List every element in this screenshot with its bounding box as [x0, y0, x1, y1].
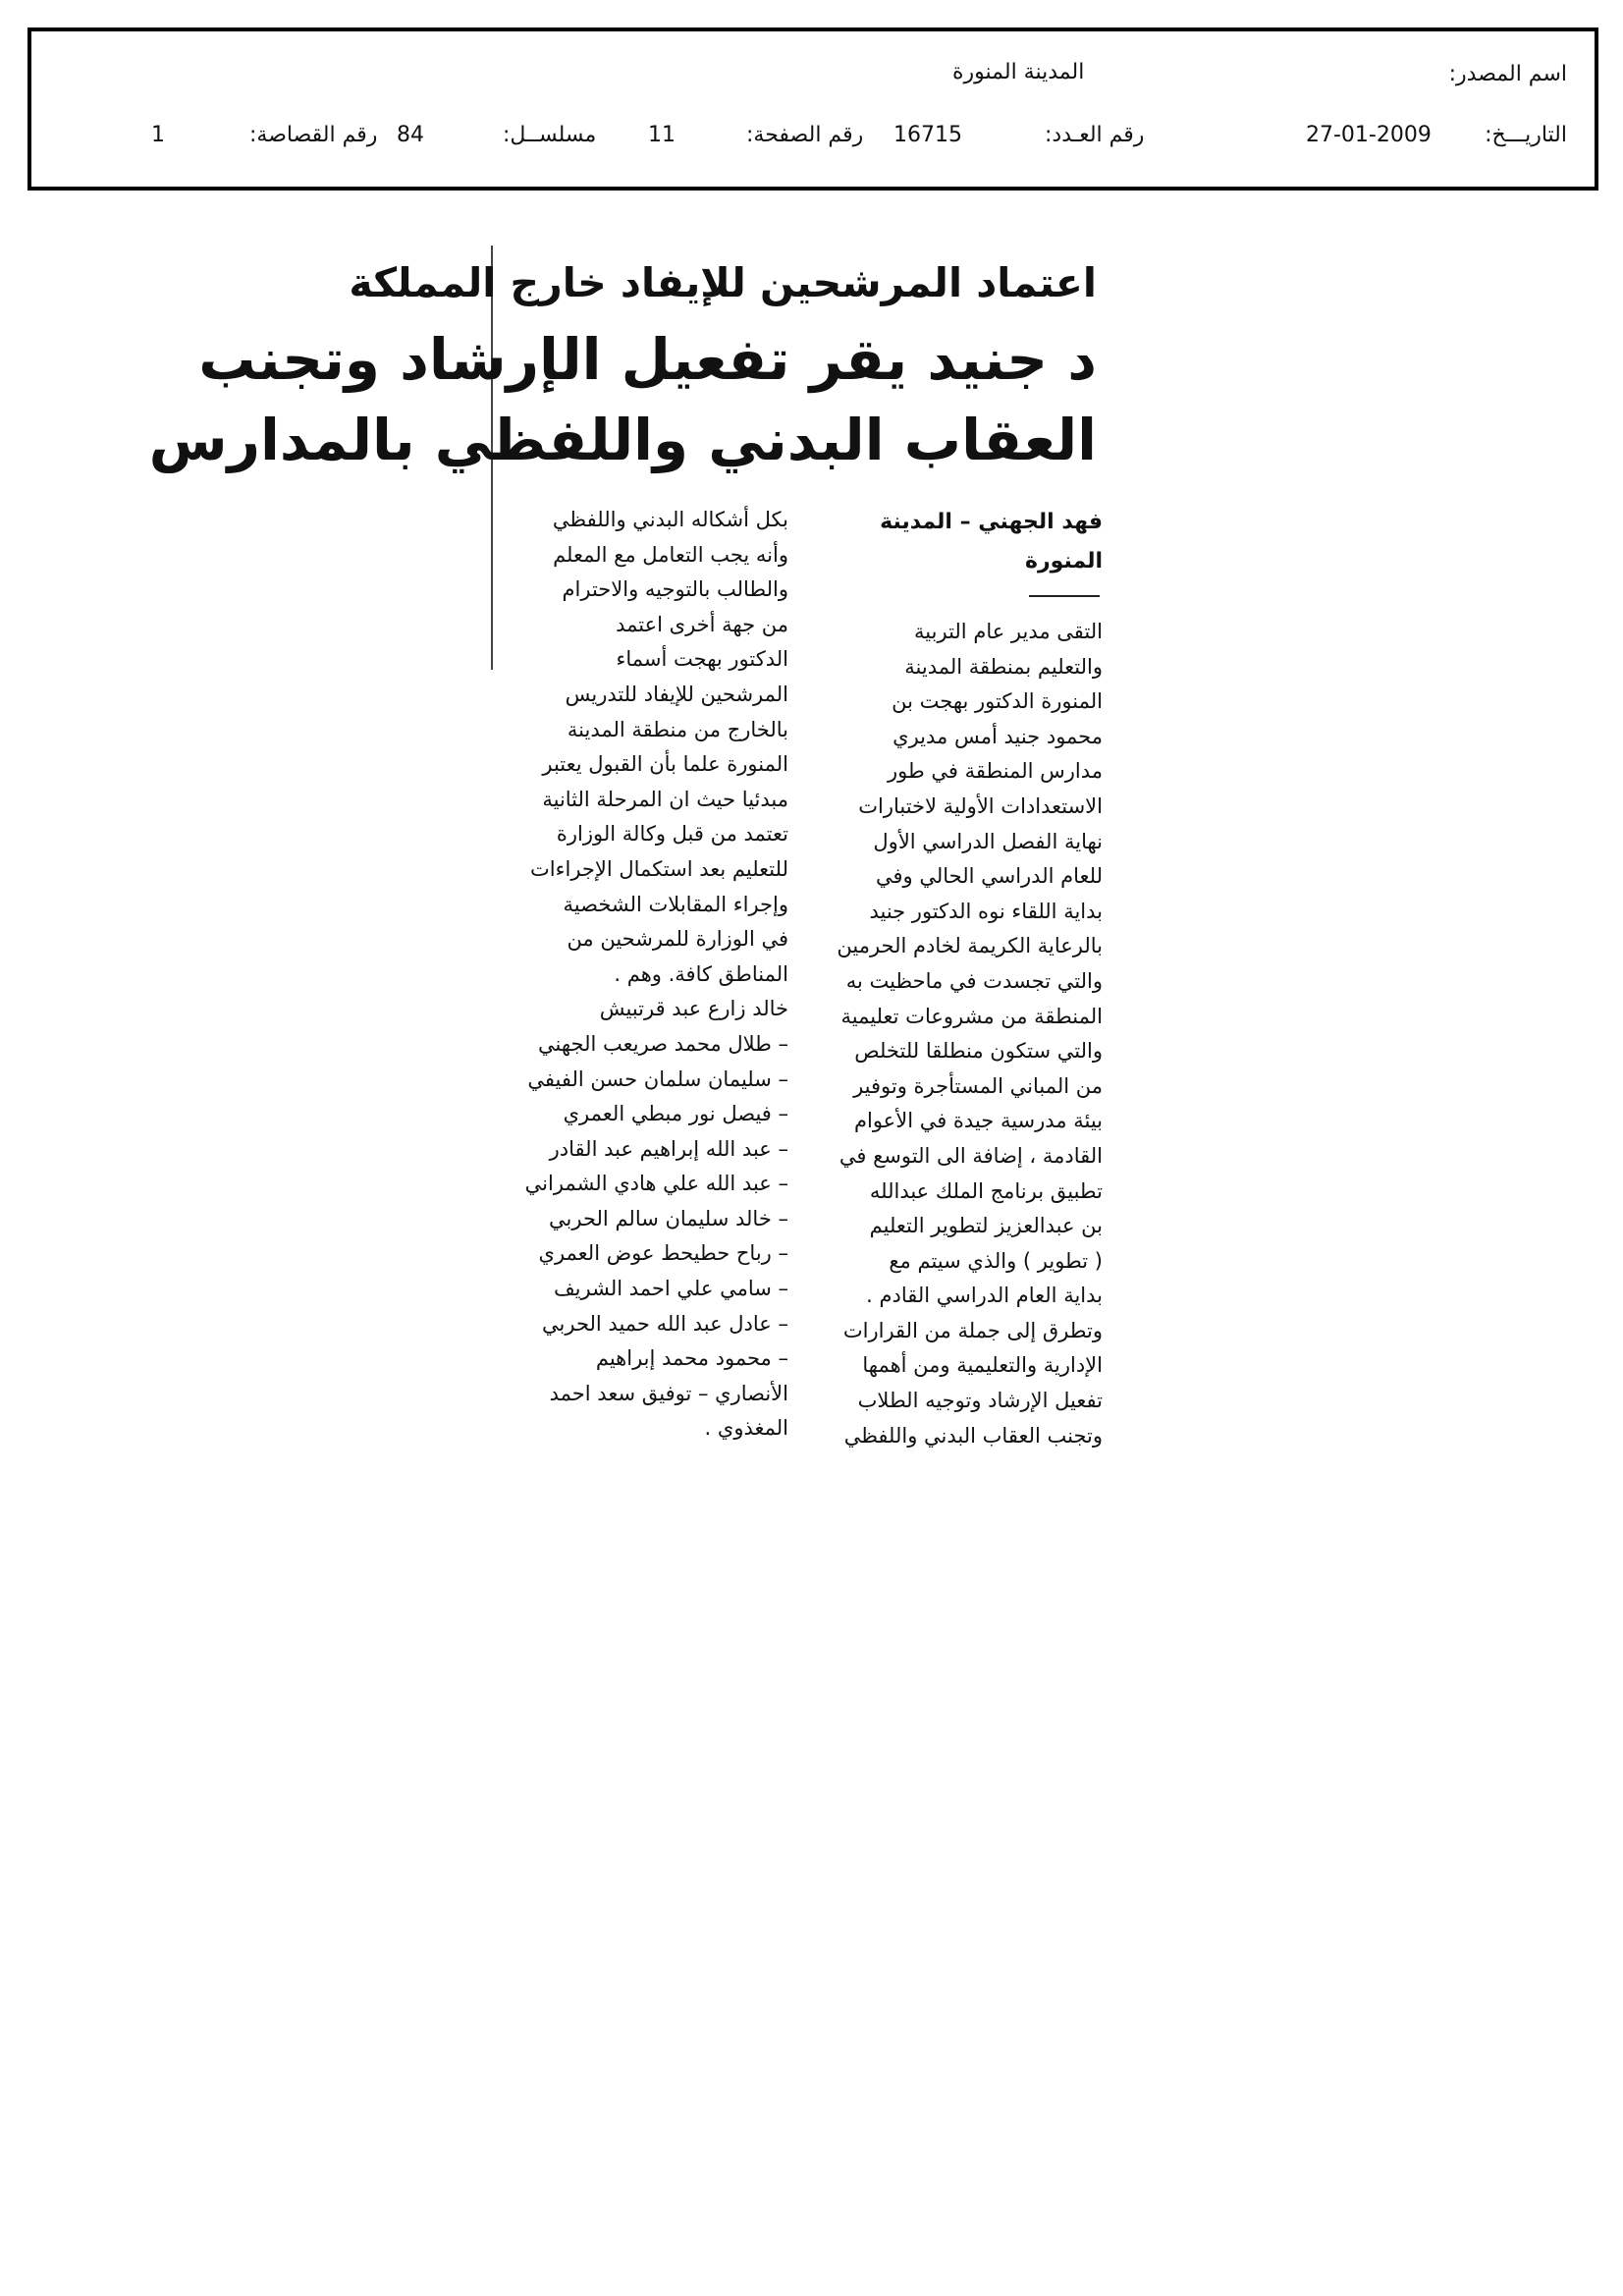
page-value: 11 [648, 123, 676, 147]
article-line: بيئة مدرسية جيدة في الأعوام [854, 1109, 1103, 1133]
source-value: المدينة المنورة [952, 60, 1085, 84]
article-line: – سليمان سلمان حسن الفيفي [527, 1066, 788, 1091]
article-line: تفعيل الإرشاد وتوجيه الطلاب [857, 1389, 1103, 1413]
article-line: بداية اللقاء نوه الدكتور جنيد [869, 899, 1103, 923]
article-line: للتعليم بعد استكمال الإجراءات [530, 856, 788, 881]
article-line: الاستعدادات الأولية لاختبارات [858, 793, 1103, 818]
headline-line-1: د جنيد يقر تفعيل الإرشاد وتجنب [198, 326, 1097, 393]
article-line: المنطقة من مشروعات تعليمية [840, 1004, 1103, 1028]
article-line: – عبد الله علي هادي الشمراني [524, 1172, 788, 1196]
date-label: التاريـــخ: [1485, 123, 1567, 147]
article-line: في الوزارة للمرشحين من [567, 927, 788, 952]
article-line: – فيصل نور مبطي العمري [563, 1102, 788, 1126]
article-line: بن عبدالعزيز لتطوير التعليم [869, 1214, 1103, 1238]
article-column-left [464, 503, 788, 1447]
article-line: والطالب بالتوجيه والاحترام [562, 577, 788, 602]
article-line: المغذوي . [704, 1416, 788, 1441]
source-label: اسم المصدر: [1448, 62, 1567, 86]
article-line: المنورة علما بأن القبول يعتبر [542, 752, 788, 777]
page-label: رقم الصفحة: [746, 123, 864, 147]
article-line: – عبد الله إبراهيم عبد القادر [549, 1136, 788, 1161]
article-line: الإدارية والتعليمية ومن أهمها [862, 1353, 1103, 1378]
article-line: ( تطوير ) والذي سيتم مع [889, 1248, 1103, 1273]
article-line: القادمة ، إضافة الى التوسع في [839, 1143, 1103, 1168]
article-line: والتي ستكون منطلقا للتخلص [854, 1039, 1103, 1064]
article-line: محمود جنيد أمس مديري [893, 724, 1103, 748]
article-line: تطبيق برنامج الملك عبدالله [869, 1178, 1103, 1203]
article-line: بداية العام الدراسي القادم . [866, 1284, 1103, 1308]
article-line: المنورة الدكتور بهجت بن [892, 689, 1103, 714]
article-line: وتجنب العقاب البدني واللفظي [843, 1423, 1103, 1448]
article-line: وإجراء المقابلات الشخصية [563, 892, 788, 916]
article-line: – خالد سليمان سالم الحربي [549, 1206, 788, 1230]
article-line: وتطرق إلى جملة من القرارات [842, 1318, 1103, 1342]
article-line: والتعليم بمنطقة المدينة [904, 654, 1103, 679]
issue-value: 16715 [893, 123, 962, 147]
article-line: – عادل عبد الله حميد الحربي [542, 1311, 788, 1336]
clip-value: 1 [151, 123, 165, 147]
article-line: مبدئيا حيث ان المرحلة الثانية [542, 787, 788, 811]
article-line: – سامي علي احمد الشريف [553, 1277, 788, 1301]
article-line: تعتمد من قبل وكالة الوزارة [556, 822, 788, 847]
headline-line-2: العقاب البدني واللفظي بالمدارس [148, 407, 1097, 473]
article-line: بالخارج من منطقة المدينة [567, 717, 788, 741]
article-line: والتي تجسدت في ماحظيت به [845, 968, 1103, 993]
byline-line-1: فهد الجهني – المدينة [880, 510, 1103, 534]
article-line: – محمود محمد إبراهيم [595, 1346, 788, 1371]
article-line: بكل أشكاله البدني واللفظي [552, 508, 788, 531]
serial-label: مسلســل: [503, 123, 597, 147]
article-line: للعام الدراسي الحالي وفي [875, 864, 1103, 889]
article-line: نهاية الفصل الدراسي الأول [873, 829, 1103, 853]
byline-underline [1029, 595, 1100, 597]
article-line: – طلال محمد صريعب الجهني [538, 1031, 788, 1056]
article-kicker: اعتماد المرشحين للإيفاد خارج المملكة [349, 259, 1097, 306]
issue-label: رقم العـدد: [1045, 123, 1145, 147]
article-line: الدكتور بهجت أسماء [616, 647, 788, 672]
article-column-right [788, 615, 1103, 1453]
article-line: وأنه يجب التعامل مع المعلم [553, 542, 788, 567]
article-line: خالد زارع عبد قرتبيش [599, 997, 788, 1021]
date-value: 27-01-2009 [1306, 123, 1432, 147]
article-line: المناطق كافة. وهم . [614, 961, 788, 986]
article-line: من المباني المستأجرة وتوفير [853, 1073, 1103, 1098]
byline [877, 503, 1103, 581]
article-line: – رباح حطيحط عوض العمري [538, 1241, 788, 1266]
article-line: الأنصاري – توفيق سعد احمد [549, 1381, 788, 1405]
article-line: بالرعاية الكريمة لخادم الحرمين [837, 934, 1103, 958]
byline-line-2: المنورة [1025, 549, 1103, 574]
clipping-header [27, 27, 1598, 191]
serial-value: 84 [397, 123, 424, 147]
article-line: من جهة أخرى اعتمد [616, 612, 788, 636]
article-line: التقى مدير عام التربية [914, 620, 1103, 643]
article-line: مدارس المنطقة في طور [888, 759, 1103, 784]
article-line: المرشحين للإيفاد للتدريس [565, 682, 788, 706]
clip-label: رقم القصاصة: [249, 123, 378, 147]
